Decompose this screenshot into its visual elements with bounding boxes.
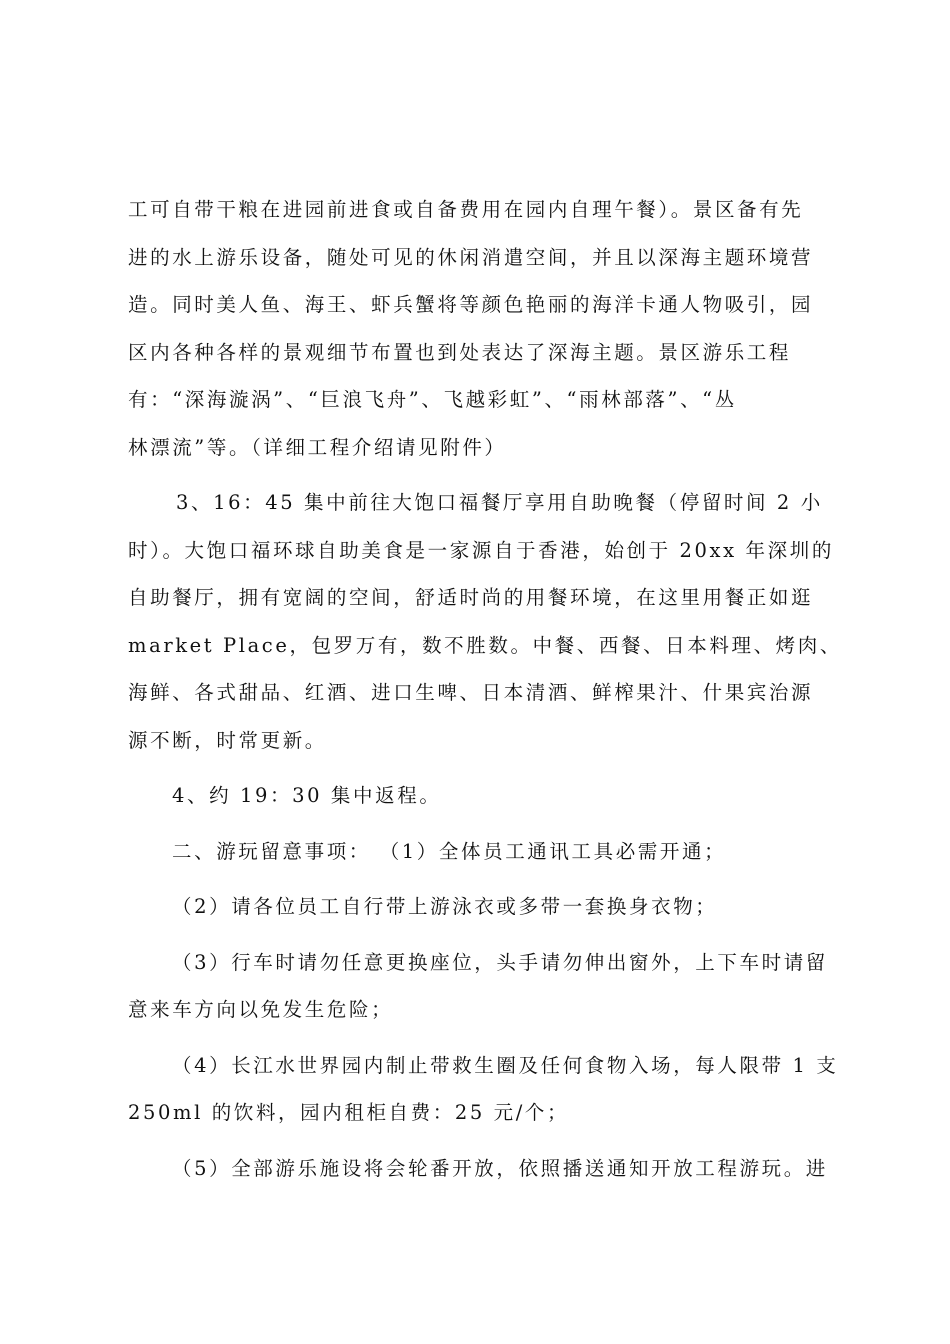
- text-line: 自助餐厅，拥有宽阔的空间，舒适时尚的用餐环境，在这里用餐正如逛: [128, 586, 814, 609]
- text-line: 进的水上游乐设备，随处可见的休闲消遣空间，并且以深海主题环境营: [128, 245, 814, 269]
- text-line: 3、16：45 集中前往大饱口福餐厅享用自助晚餐（停留时间 2 小: [176, 491, 823, 514]
- paragraph-notice-heading: [128, 828, 832, 876]
- text-line: 时）。大饱口福环球自助美食是一家源自于香港，始创于 20xx 年深圳的: [128, 538, 834, 562]
- paragraph-notice-5: [128, 1145, 832, 1193]
- text-line: （3）行车时请勿任意更换座位，头手请勿伸出窗外，上下车时请留: [172, 950, 828, 974]
- paragraph-dinner: [128, 479, 842, 764]
- text-line: 4、约 19：30 集中返程。: [172, 784, 442, 807]
- text-line: 海鲜、各式甜品、红酒、进口生啤、日本清酒、鲜榨果汁、什果宾治源: [128, 681, 814, 704]
- paragraph-return: [128, 772, 832, 820]
- text-line: 源不断，时常更新。: [128, 728, 327, 752]
- text-line: 林漂流”等。（详细工程介绍请见附件）: [128, 435, 507, 459]
- paragraph-park-description: [128, 186, 832, 471]
- paragraph-notice-4: [128, 1042, 839, 1137]
- text-line: 工可自带干粮在进园前进食或自备费用在园内自理午餐）。景区备有先: [128, 198, 804, 221]
- text-line: 意来车方向以免发生危险；: [128, 998, 394, 1021]
- paragraph-notice-2: [128, 883, 832, 931]
- text-line: （4）长江水世界园内制止带救生圈及任何食物入场，每人限带 1 支: [172, 1053, 839, 1077]
- text-line: （2）请各位员工自行带上游泳衣或多带一套换身衣物；: [172, 895, 718, 918]
- text-line: market Place，包罗万有，数不胜数。中餐、西餐、日本料理、烤肉、: [128, 633, 842, 657]
- text-line: 区内各种各样的景观细节布置也到处表达了深海主题。景区游乐工程: [128, 340, 792, 364]
- text-line: 造。同时美人鱼、海王、虾兵蟹将等颜色艳丽的海洋卡通人物吸引，园: [128, 293, 814, 316]
- text-line: 二、游玩留意事项： （1）全体员工通讯工具必需开通；: [172, 839, 727, 863]
- text-line: （5）全部游乐施设将会轮番开放，依照播送通知开放工程游玩。进: [172, 1156, 828, 1180]
- document-body: [128, 186, 842, 1200]
- text-line: 250ml 的饮料，园内租柜自费：25 元/个；: [128, 1101, 570, 1124]
- paragraph-notice-3: [128, 939, 832, 1034]
- text-line: 有：“深海漩涡”、“巨浪飞舟”、飞越彩虹”、“雨林部落”、“丛: [128, 388, 737, 411]
